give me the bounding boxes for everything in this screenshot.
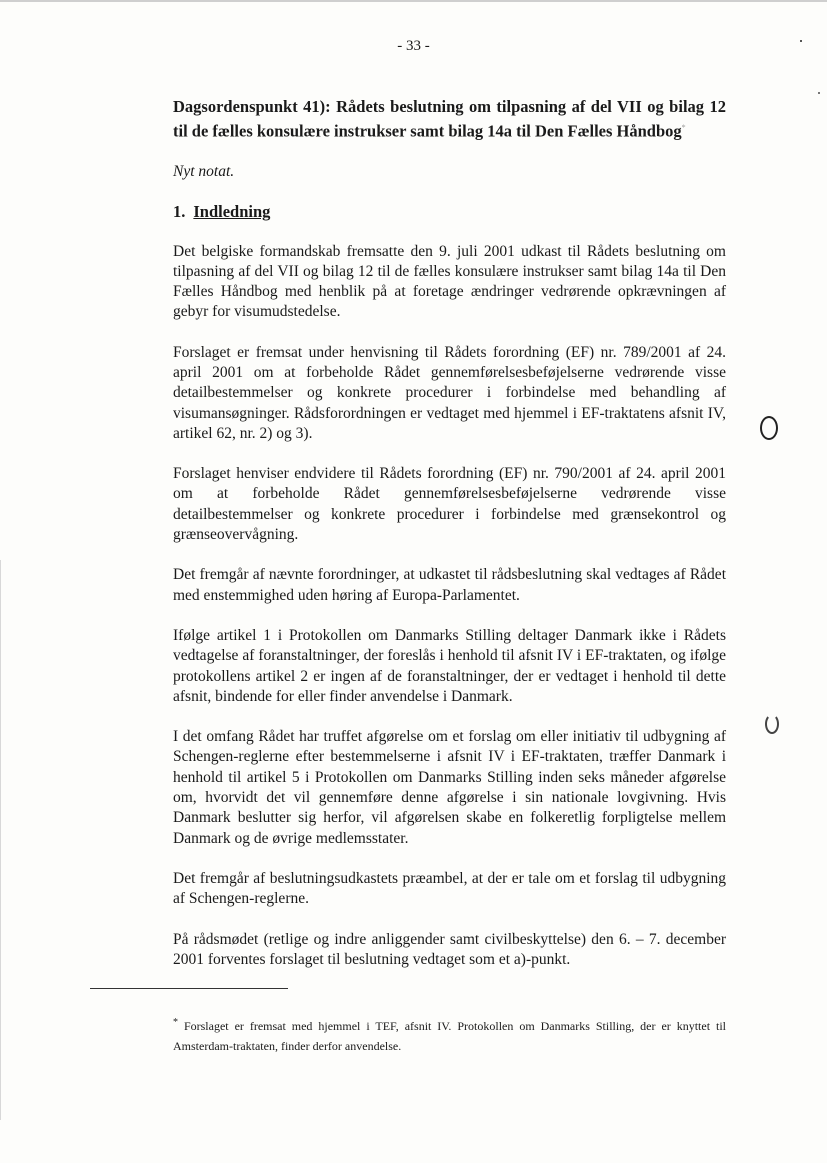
body-paragraph: I det omfang Rådet har truffet afgørelse om et forslag om eller initiativ til udbygning af Schengen-reglerne efter bestemmelserne i afsnit IV i EF-traktaten, træffer Danmark i henhold til artikel 5 i Protokollen om Danmarks Stilling inden seks måneder afgørelse om, hvorvidt det vil gennemføre denne afgørelse i sin nationale lovgivning. Hvis Danmark beslutter sig herfor, vil afgørelsen skabe en folkeretlig forpligtelse mellem Danmark og de øvrige medlemsstater. — [173, 728, 726, 847]
agenda-heading — [173, 96, 726, 142]
note-subtitle: Nyt notat. — [173, 162, 235, 180]
body-paragraph: Det fremgår af nævnte forordninger, at udkastet til rådsbeslutning skal vedtages af Rådet med enstemmighed uden høring af Europa-Parlamentet. — [173, 566, 726, 604]
section-number: 1. — [173, 201, 186, 221]
agenda-heading-text: Dagsordenspunkt 41): Rådets beslutning om tilpasning af del VII og bilag 12 til de fælles konsulære instrukser samt bilag 14a til Den Fælles Håndbog — [173, 97, 726, 141]
punch-hole-mark — [765, 714, 779, 734]
body-paragraph: På rådsmødet (retlige og indre anliggender samt civilbeskyttelse) den 6. – 7. december 2001 forventes forslaget til beslutning vedtaget som et a)-punkt. — [173, 930, 726, 968]
page-top-edge — [0, 0, 827, 2]
footnote — [173, 1013, 726, 1056]
section-heading — [173, 202, 726, 222]
footnote-reference: * — [681, 123, 686, 132]
page-number: - 33 - — [397, 38, 430, 54]
body-paragraph: Det fremgår af beslutningsudkastets præambel, at der er tale om et forslag til udbygning af Schengen-reglerne. — [173, 869, 726, 908]
body-paragraph: Ifølge artikel 1 i Protokollen om Danmarks Stilling deltager Danmark ikke i Rådets vedtagelse af foranstaltninger, der foreslås i henhold til afsnit IV i EF-traktaten, og ifølge protokollens artikel 2 er ingen af de foranstaltninger, der er vedtaget i henhold til dette afsnit, bindende for eller finder anvendelse i Danmark. — [173, 626, 726, 705]
document-body — [173, 96, 726, 970]
footnote-text: Forslaget er fremsat med hjemmel i TEF, afsnit IV. Protokollen om Danmarks Stilling, der er knyttet til Amsterdam-traktaten, finder derfor anvendelse. — [173, 1019, 726, 1053]
page-left-edge — [0, 560, 1, 1120]
body-paragraph: Forslaget henviser endvidere til Rådets forordning (EF) nr. 790/2001 af 24. april 2001 om at forbeholde Rådet gennemførelsesbeføjelserne vedrørende visse detailbestemmelser og konkrete procedurer i forbindelse med grænsekontrol og grænseovervågning. — [173, 465, 726, 544]
body-paragraph: Det belgiske formandskab fremsatte den 9. juli 2001 udkast til Rådets beslutning om tilpasning af del VII og bilag 12 til de fælles konsulære instrukser samt bilag 14a til Den Fælles Håndbog med henblik på at foretage ændringer vedrørende opkrævningen af gebyr for visumudstedelse. — [173, 242, 726, 321]
scan-speck — [818, 92, 820, 94]
punch-hole-mark — [760, 416, 778, 440]
footnote-separator — [90, 988, 288, 989]
body-paragraph: Forslaget er fremsat under henvisning til Rådets forordning (EF) nr. 789/2001 af 24. april 2001 om at forbeholde Rådet gennemførelsesbeføjelserne vedrørende visse detailbestemmelser og konkrete procedurer i forbindelse med behandling af visumansøgninger. Rådsforordningen er vedtaget med hjemmel i EF-traktatens afsnit IV, artikel 62, nr. 2) og 3). — [173, 343, 726, 442]
section-title: Indledning — [193, 201, 271, 221]
footnote-marker: * — [173, 1017, 178, 1028]
